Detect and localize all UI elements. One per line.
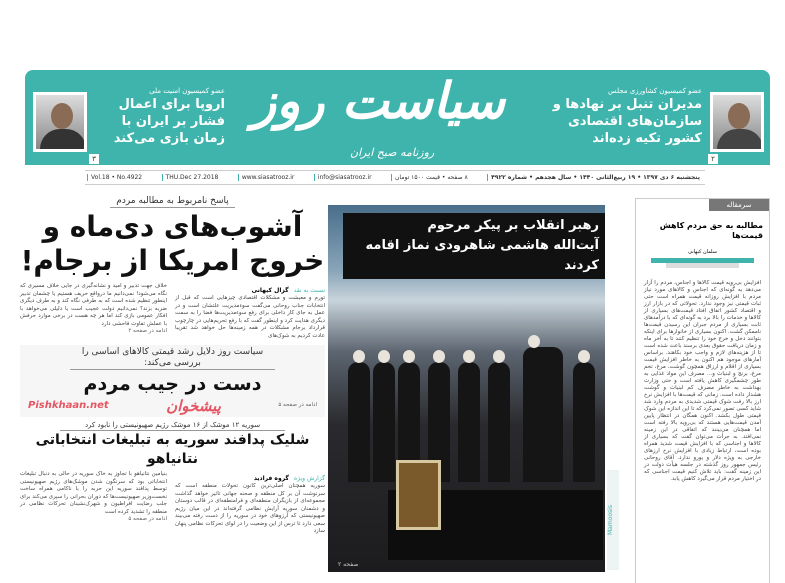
story3-col-left: بنیامین نتانیاهو با تجاوز به خاک سوریه در حالی به دنبال تبلیغات انتخاباتی بود که سرنگون شدن موشک‌های رژیم صهیونیستی توسط پدافند سوریه این حربه را با ناکامی همراه ساخت نخست‌وزیر صهیونیست‌ها که دوران بحرانی را سپری می‌کند برای جلب رضایت افراطیون و شهرک‌نشینان تحرکات نظامی در منطقه را تشدید کرده است xyxy=(20,471,167,515)
lead-continued[interactable]: ادامه در صفحه ۲ xyxy=(128,328,167,334)
editorial-title: مطالبه به حق مردم کاهش قیمت‌ها xyxy=(659,221,763,240)
story-3[interactable] xyxy=(20,421,325,536)
photo-page-ref: صفحه ۲ xyxy=(338,561,359,568)
story3-headline: شلیک پدافند سوریه به تبلیغات انتخاباتی نتانیاهو xyxy=(35,432,310,467)
right-story-kicker: عضو کمیسیون کشاورزی مجلس xyxy=(608,87,702,95)
logo-subtitle: روزنامه صبح ایران xyxy=(350,146,435,159)
date-bar xyxy=(85,170,705,185)
author-bar-shadow xyxy=(666,263,739,268)
photo-caption xyxy=(343,213,605,279)
left-page-number: ۳ xyxy=(89,154,99,164)
lead-photo[interactable] xyxy=(328,205,605,572)
issue-en: Vol.18 • No.4922 xyxy=(87,174,145,181)
portrait-frame xyxy=(396,460,441,530)
story3-continued[interactable]: ادامه در صفحه ۵ xyxy=(128,516,167,522)
editorial-author: سلمان کیهانی xyxy=(688,249,717,255)
date-fa: پنجشنبه ۶ دی ۱۳۹۷ • ۱۹ ربیع‌الثانی ۱۴۴۰ • سال هجدهم • شماره ۴۹۲۲ xyxy=(487,174,703,181)
photo-credit: Mamoosis xyxy=(607,470,619,570)
newspaper-logo: سیاست روز xyxy=(251,71,505,130)
right-portrait xyxy=(710,92,764,152)
left-column xyxy=(20,196,325,536)
story-2[interactable] xyxy=(20,345,325,417)
caption-line-2: آیت‌الله هاشمی شاهرودی نماز اقامه کردند xyxy=(365,238,599,273)
story2-continued[interactable]: ادامه در صفحه ۵ xyxy=(278,402,317,409)
editorial-body: افزایش بی‌رویه قیمت کالاها و اجناس، مردم را آزار می‌دهد به گونه‌ای که اجناس و کالاهای مورد نیاز مردم با افزایش روزانه قیمت همراه است حتی ثبات قیمتی نیز وجود ندارد. تحولاتی که در بازار ارز و اقتصاد کشور اتفاق افتاد قیمت‌های بسیاری از کالاها و خدمات را بالا برد به گونه‌ای که با درآمدهای ثابت بسیاری از مردم جبران این رسیدن قیمت‌ها ناممکن گشت. اکنون بسیاری از خانوارها برای اینکه بتوانند دخل و خرج خود را تنظیم کنند تا به آخر ماه و زمان دریافت حقوق بعدی برسند باعث شده است تا از هزینه‌های لازم و واجب خود بکاهند. براساس آمارهای موجود هم اکنون به خاطر افزایش قیمت بسیاری از اقلام و ارزاق همچون گوشت، مرغ، تخم مرغ، برنج و لبنیات و... مصرف این مواد غذایی به طور چشمگیری کاهش یافته است و حتی وزارت بهداشت به خاطر مصرف کم لبنیات و گوشت هشدار داده است. زمانی که قیمت‌ها با افزایش نرخ ارز بالا رفت شوک قیمتی شدیدی به مردم وارد شد شاید کسی تصور نمی‌کرد که تا این اندازه این شوک قیمتی طول بکشد. اکنون همگان در انتظار پایین آمدن قیمت‌هایی هستند که بی‌رویه بالا رفته است اما همچنان می‌بینند که اتفاقی در این زمینه نمی‌افتد. به جرأت می‌توان گفت که بسیاری از کالاها و اجناسی که با افزایش قیمت شدید همراه بوده است، ارتباط زیادی با افزایش نرخ ارزهای خارجی به ویژه دلار و یورو ندارد. آقای روحانی رئیس جمهور روز گذشته در جلسه هیأت دولت در این زمینه گفت: باید تلاش کنیم قیمت اجناسی که در اختیار مردم قرار می‌گیرد کاهش یابد. xyxy=(644,280,761,482)
right-story-title: مدیران تنبل بر نهادها و سازمان‌های اقتصادی کشور تکیه زده‌اند xyxy=(552,97,702,146)
lead-story[interactable] xyxy=(20,196,325,340)
website: www.siasatrooz.ir xyxy=(238,174,298,181)
watermark-row xyxy=(20,397,325,415)
editorial-column[interactable] xyxy=(635,198,770,583)
lead-col-left: خلاف جهت تدبیر و امید و نشانه‌گیری در جایی خلاف مسیری که نگاه می‌شود! نمی‌دانیم ما درواقع حریف هستیم یا چشمان تدبیر اینطور تنظیم شده است که به طرفی نگاه کند و به طرف دیگری ضربه بزند؟ نمی‌دانیم دولت عجیب است یا دلیلی می‌خواهد با افکار عمومی بازی کند اما هر چه هست در برخی موارد حرفش با عملش تفاوت فاحشی دارد xyxy=(20,283,167,327)
left-portrait xyxy=(33,92,87,152)
date-en: THU.Dec 27.2018 xyxy=(162,174,222,181)
lead-kicker: پاسخ نامربوط به مطالبه مردم xyxy=(110,196,235,208)
left-story-title: اروپا برای اعمال فشار بر ایران با زمان بازی می‌کند xyxy=(113,97,225,146)
story3-author: گروه فرادید xyxy=(253,475,289,482)
caption-line-1: رهبر انقلاب بر پیکر مرحوم xyxy=(427,218,599,233)
lead-col-right: تورم و معیشت و مشکلات اقتصادی چیزهایی است که قبل از انتخابات جناب روحانی می‌گفت سوءمدیریت علتشان است و در عمل به جای کار داخلی برای رفع سوءمدیریت‌ها فضا را به سمت دیگری هدایت کرد و اینطور گفت که با رفع تحریم‌هایی در چارچوب قرارداد برجام مشکلات در همه زمینه‌ها حل خواهد شد تقریبا عادت کردیم به شوک‌های xyxy=(175,295,325,339)
story2-headline: دست در جیب مردم xyxy=(83,373,262,395)
story3-kicker: سوریه ۱۲ موشک از ۱۶ موشک رژیم صهیونیستی را نابود کرد xyxy=(60,421,285,431)
story3-tag: گزارش ویژه xyxy=(294,475,325,482)
right-story[interactable] xyxy=(537,86,702,147)
editorial-section-tab: سرمقاله xyxy=(709,199,769,211)
lead-headline: آشوب‌های دی‌ماه و خروج امریکا از برجام! xyxy=(20,210,325,277)
email: info@siasatrooz.ir xyxy=(314,174,375,181)
left-story[interactable] xyxy=(95,86,225,147)
watermark-url: Pishkhaan.net xyxy=(28,400,109,411)
price: ۸ صفحه • قیمت ۱۵۰۰ تومان xyxy=(391,174,471,181)
right-page-number: ۲ xyxy=(708,154,718,164)
story2-kicker: سیاست روز دلایل رشد قیمتی کالاهای اساسی را بررسی می‌کند: xyxy=(70,347,275,370)
left-story-kicker: عضو کمیسیون امنیت ملی xyxy=(149,87,225,95)
lead-tag: نسبت به نقد xyxy=(293,287,325,294)
story3-col-right: سوریه همچنان اصلی‌ترین کانون تحولات منطقه است که سرنوشت آن بر کل منطقه و صحنه جهانی تاثیر خواهد گذاشت مجموعه‌ای از بازیگران منطقه‌ای و فرامنطقه‌ای در قالب دوستان و دشمنان سوریه آرایش نظامی گرفته‌اند در این میان رژیم صهیونیستی که آرزوهای خود در سوریه را از دست رفته می‌بیند سعی دارد تا ترس از این وضعیت را در لوای تحرکات نظامی پنهان سازد xyxy=(175,483,325,534)
watermark: پیشخوان xyxy=(166,397,221,415)
lead-author: گزال کیهانی xyxy=(251,287,289,294)
